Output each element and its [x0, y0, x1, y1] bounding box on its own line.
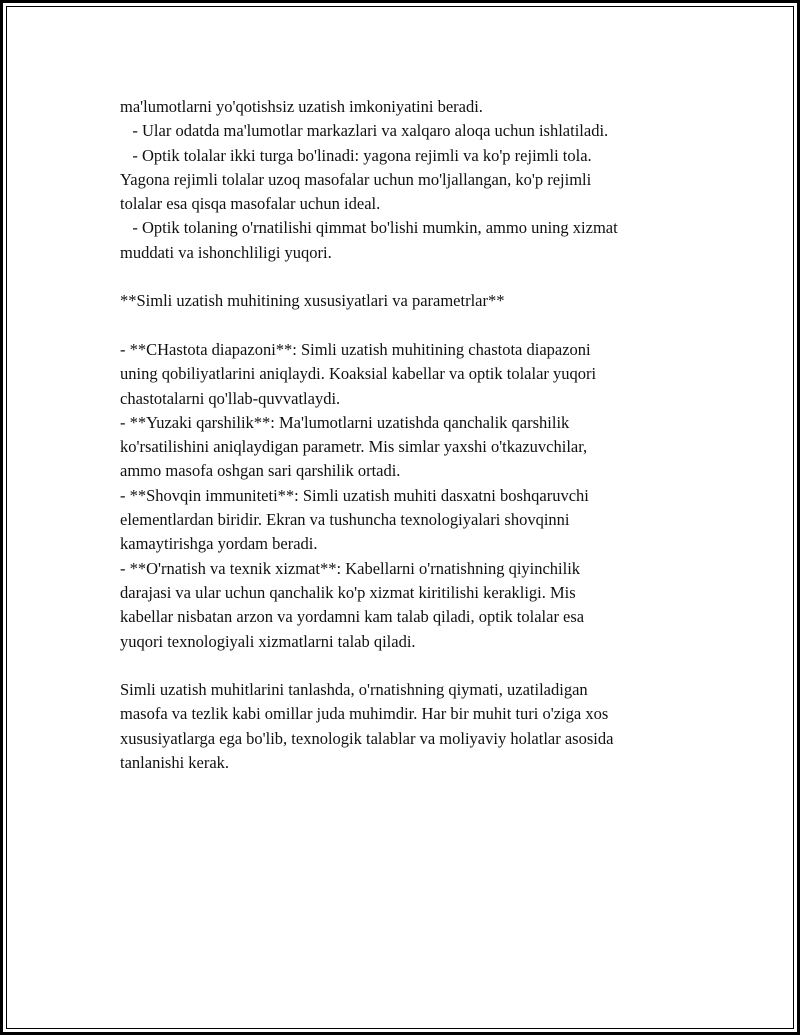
blank-line: [120, 314, 690, 338]
text-line: elementlardan biridir. Ekran va tushuncha texnologiyalari shovqinni: [120, 510, 570, 530]
text-line: uning qobiliyatlarini aniqlaydi. Koaksial kabellar va optik tolalar yuqori: [120, 364, 597, 384]
blank-line: [120, 654, 690, 678]
document-body: [120, 95, 690, 775]
text-line: masofa va tezlik kabi omillar juda muhimdir. Har bir muhit turi o'ziga xos: [120, 704, 609, 724]
text-line: kamaytirishga yordam beradi.: [120, 534, 318, 554]
text-line: Simli uzatish muhitlarini tanlashda, o'rnatishning qiymati, uzatiladigan: [120, 680, 588, 700]
text-line: Yagona rejimli tolalar uzoq masofalar uchun mo'ljallangan, ko'p rejimli: [120, 169, 592, 189]
text-line: - Ular odatda ma'lumotlar markazlari va xalqaro aloqa uchun ishlatiladi.: [120, 121, 609, 141]
text-line: darajasi va ular uchun qanchalik ko'p xizmat kiritilishi kerakligi. Mis: [120, 582, 576, 602]
text-line: ammo masofa oshgan sari qarshilik ortadi.: [120, 461, 401, 481]
blank-line: [120, 265, 690, 289]
text-line: - **CHastota diapazoni**: Simli uzatish muhitining chastota diapazoni: [120, 339, 591, 359]
text-line: muddati va ishonchliligi yuqori.: [120, 242, 332, 262]
text-line: - Optik tolaning o'rnatilishi qimmat bo'lishi mumkin, ammo uning xizmat: [120, 218, 618, 238]
text-line: ko'rsatilishini aniqlaydigan parametr. Mis simlar yaxshi o'tkazuvchilar,: [120, 437, 588, 457]
text-line: - **Shovqin immuniteti**: Simli uzatish muhiti dasxatni boshqaruvchi: [120, 485, 589, 505]
text-line: xususiyatlarga ega bo'lib, texnologik talablar va moliyaviy holatlar asosida: [120, 728, 614, 748]
text-line: tanlanishi kerak.: [120, 753, 230, 773]
text-line: yuqori texnologiyali xizmatlarni talab qiladi.: [120, 631, 416, 651]
text-line: kabellar nisbatan arzon va yordamni kam talab qiladi, optik tolalar esa: [120, 607, 585, 627]
section-heading: **Simli uzatish muhitining xususiyatlari va parametrlar**: [120, 291, 505, 311]
text-line: - **O'rnatish va texnik xizmat**: Kabellarni o'rnatishning qiyinchilik: [120, 558, 581, 578]
text-line: tolalar esa qisqa masofalar uchun ideal.: [120, 194, 381, 214]
text-line: ma'lumotlarni yo'qotishsiz uzatish imkoniyatini beradi.: [120, 97, 483, 116]
text-line: chastotalarni qo'llab-quvvatlaydi.: [120, 388, 341, 408]
text-line: - **Yuzaki qarshilik**: Ma'lumotlarni uzatishda qanchalik qarshilik: [120, 412, 570, 432]
text-line: - Optik tolalar ikki turga bo'linadi: yagona rejimli va ko'p rejimli tola.: [120, 145, 592, 165]
